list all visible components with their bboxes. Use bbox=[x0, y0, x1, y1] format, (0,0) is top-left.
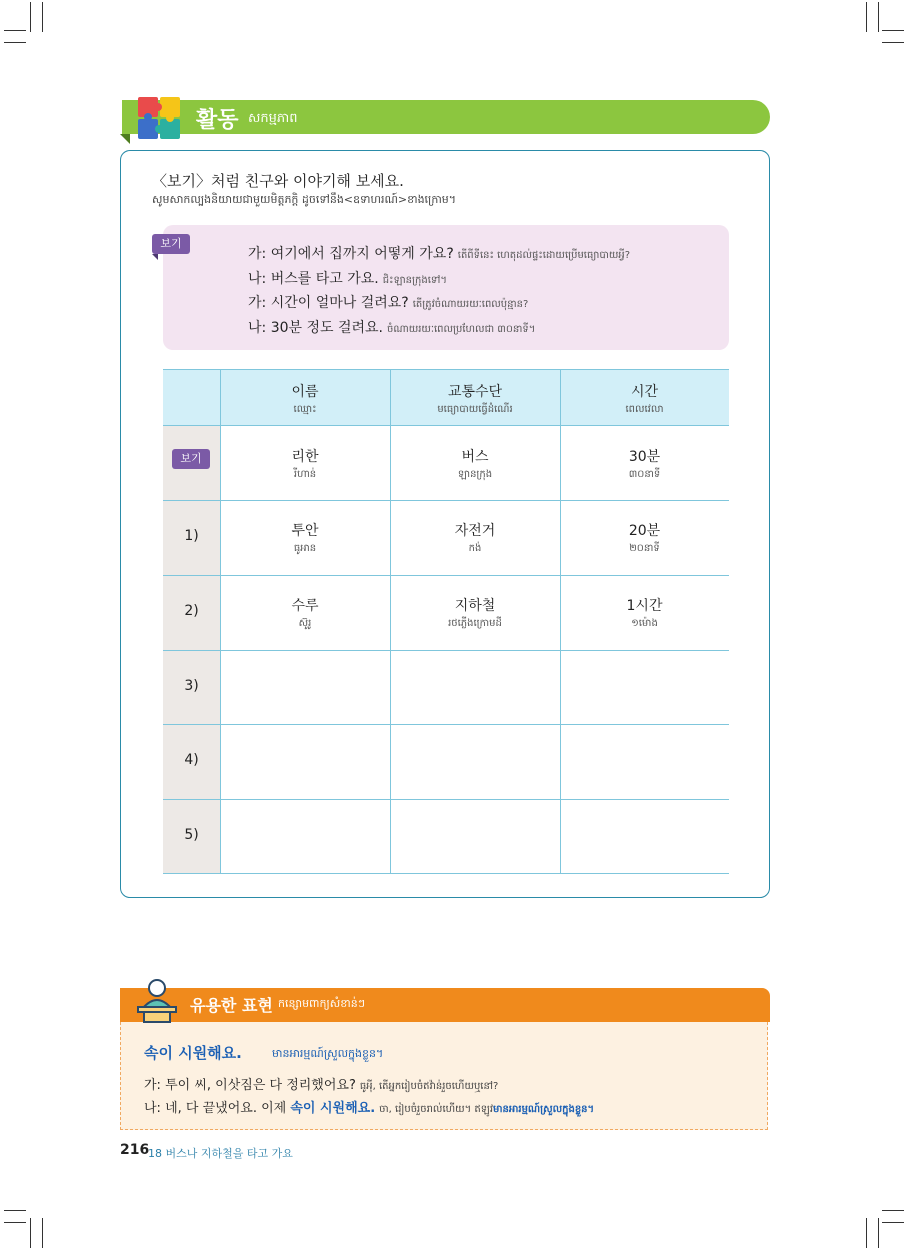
table-cell bbox=[220, 446, 390, 482]
table-cell bbox=[390, 446, 560, 482]
cell-korean: 리한 bbox=[291, 449, 319, 465]
table-divider bbox=[163, 873, 729, 874]
instruction-khmer: សូមសាកល្បងនិយាយជាមួយមិត្តភក្តិ ដូចទៅនឹង<ឧទាហរណ៍>ខាងក្រោម។ bbox=[152, 193, 457, 206]
cell-korean: 1시간 bbox=[626, 598, 663, 614]
dialogue-korean: 나: 버스를 타고 가요. bbox=[248, 271, 379, 287]
puzzle-icon bbox=[136, 95, 186, 141]
table-divider bbox=[163, 799, 729, 800]
crop-mark bbox=[878, 1218, 879, 1248]
table-divider bbox=[163, 500, 729, 501]
dialogue-korean: 나: 30분 정도 걸려요. bbox=[248, 320, 383, 336]
crop-mark bbox=[30, 2, 31, 32]
dialogue-line bbox=[248, 292, 528, 312]
cell-korean: 20분 bbox=[628, 523, 661, 539]
dialogue-korean: 가: 여기에서 집까지 어떻게 가요? bbox=[248, 246, 454, 262]
useful-expression-subtitle: កន្សោមពាក្យសំខាន់ៗ bbox=[278, 997, 365, 1010]
row-label: 5) bbox=[184, 827, 199, 843]
table-cell bbox=[560, 520, 729, 556]
survey-table bbox=[163, 369, 729, 874]
cell-khmer: រីហាន់ bbox=[293, 469, 317, 480]
table-header-time bbox=[560, 381, 729, 417]
cell-khmer: កង់ bbox=[468, 543, 482, 554]
table-cell bbox=[560, 595, 729, 631]
dialogue-korean: 가: 투이 씨, 이삿짐은 다 정리했어요? bbox=[144, 1078, 356, 1093]
cell-khmer: រថភ្លើងក្រោមដី bbox=[448, 618, 502, 629]
activity-subtitle: សកម្មភាព bbox=[248, 111, 298, 126]
table-divider bbox=[163, 575, 729, 576]
table-header-name bbox=[220, 381, 390, 417]
header-korean: 시간 bbox=[630, 384, 659, 400]
page-number: 216 bbox=[120, 1142, 150, 1158]
expression-khmer: មានអារម្មណ៍ស្រួលក្នុងខ្លួន។ bbox=[272, 1047, 384, 1060]
dialogue-korean: 가: 시간이 얼마나 걸려요? bbox=[248, 295, 409, 311]
cell-korean: 지하철 bbox=[454, 598, 496, 614]
activity-title: 활동 bbox=[196, 108, 239, 133]
dialogue-khmer: ជិះឡានក្រុងទៅ។ bbox=[382, 275, 447, 286]
cell-khmer: ឡានក្រុង bbox=[457, 469, 493, 480]
table-header-transport bbox=[390, 381, 560, 417]
cell-korean: 수루 bbox=[291, 598, 319, 614]
dialogue-khmer: ធូអុី, តើអ្នករៀបចំឥវ៉ាន់រួចហើយឬនៅ? bbox=[359, 1081, 499, 1092]
crop-mark bbox=[42, 1218, 43, 1248]
table-cell bbox=[560, 446, 729, 482]
crop-mark bbox=[42, 2, 43, 32]
row-label: 1) bbox=[184, 528, 199, 544]
dialogue-khmer: ចា, រៀបចំរួចរាល់ហើយ។ ឥឡូវ bbox=[379, 1104, 493, 1115]
crop-mark bbox=[30, 1218, 31, 1248]
table-cell bbox=[390, 520, 560, 556]
crop-mark bbox=[866, 2, 867, 32]
dialogue-korean: 나: 네, 다 끝냈어요. 이제 bbox=[144, 1101, 291, 1116]
dialogue-khmer: ចំណាយរយៈពេលប្រហែលជា ៣០នាទី។ bbox=[387, 324, 536, 335]
cell-khmer: ស៊ូរូ bbox=[298, 618, 312, 629]
row-label: 4) bbox=[184, 752, 199, 768]
table-cell bbox=[390, 595, 560, 631]
crop-mark bbox=[4, 1222, 26, 1223]
header-khmer: ពេលវេលា bbox=[625, 404, 664, 415]
crop-mark bbox=[866, 1218, 867, 1248]
dialogue-khmer: តើត្រូវចំណាយរយៈពេលប៉ុន្មាន? bbox=[412, 299, 529, 310]
instruction-korean: 〈보기〉처럼 친구와 이야기해 보세요. bbox=[152, 172, 404, 190]
example-row-badge: 보기 bbox=[172, 449, 210, 469]
chapter-title: 18 버스나 지하철을 타고 가요 bbox=[148, 1147, 293, 1160]
dialogue-line bbox=[248, 268, 447, 288]
expression-dialogue-line bbox=[144, 1097, 594, 1117]
crop-mark bbox=[882, 1222, 904, 1223]
cell-khmer: ១ម៉ោង bbox=[631, 618, 658, 629]
crop-mark bbox=[878, 2, 879, 32]
cell-khmer: ៣០នាទី bbox=[628, 469, 661, 480]
dialogue-line bbox=[248, 317, 535, 337]
dialogue-line bbox=[248, 243, 630, 263]
table-divider bbox=[163, 650, 729, 651]
example-badge-tail bbox=[152, 254, 158, 260]
cell-khmer: ធូអាន bbox=[293, 543, 317, 554]
crop-mark bbox=[4, 1210, 26, 1211]
header-khmer: មធ្យោបាយធ្វើដំណើរ bbox=[437, 404, 513, 415]
example-badge: 보기 bbox=[152, 234, 190, 254]
header-khmer: ឈ្មោះ bbox=[293, 404, 317, 415]
crop-mark bbox=[4, 42, 26, 43]
speaker-podium-icon bbox=[134, 978, 180, 1024]
cell-korean: 30분 bbox=[628, 449, 661, 465]
crop-mark bbox=[882, 42, 904, 43]
cell-korean: 자전거 bbox=[454, 523, 496, 539]
dialogue-korean-highlight: 속이 시원해요. bbox=[290, 1101, 376, 1116]
dialogue-khmer: តើពីទីនេះ ហេតុដល់ផ្ទះដោយប្រើមធ្យោបាយអ្វី? bbox=[457, 250, 631, 261]
table-divider bbox=[163, 724, 729, 725]
cell-korean: 버스 bbox=[461, 449, 489, 465]
dialogue-khmer-highlight: មានអារម្មណ៍ស្រួលក្នុងខ្លួន។ bbox=[493, 1104, 595, 1115]
row-label: 2) bbox=[184, 603, 199, 619]
header-korean: 교통수단 bbox=[447, 384, 503, 400]
expression-korean: 속이 시원해요. bbox=[144, 1044, 242, 1062]
row-label: 3) bbox=[184, 678, 199, 694]
crop-mark bbox=[882, 1210, 904, 1211]
cell-khmer: ២០នាទី bbox=[629, 543, 660, 554]
useful-expression-title: 유용한 표현 bbox=[190, 996, 273, 1015]
header-korean: 이름 bbox=[291, 384, 319, 400]
crop-mark bbox=[4, 30, 26, 31]
activity-header-fold bbox=[120, 134, 130, 144]
cell-korean: 투안 bbox=[291, 523, 319, 539]
table-cell bbox=[220, 595, 390, 631]
table-cell bbox=[220, 520, 390, 556]
crop-mark bbox=[882, 30, 904, 31]
expression-dialogue-line bbox=[144, 1074, 498, 1094]
